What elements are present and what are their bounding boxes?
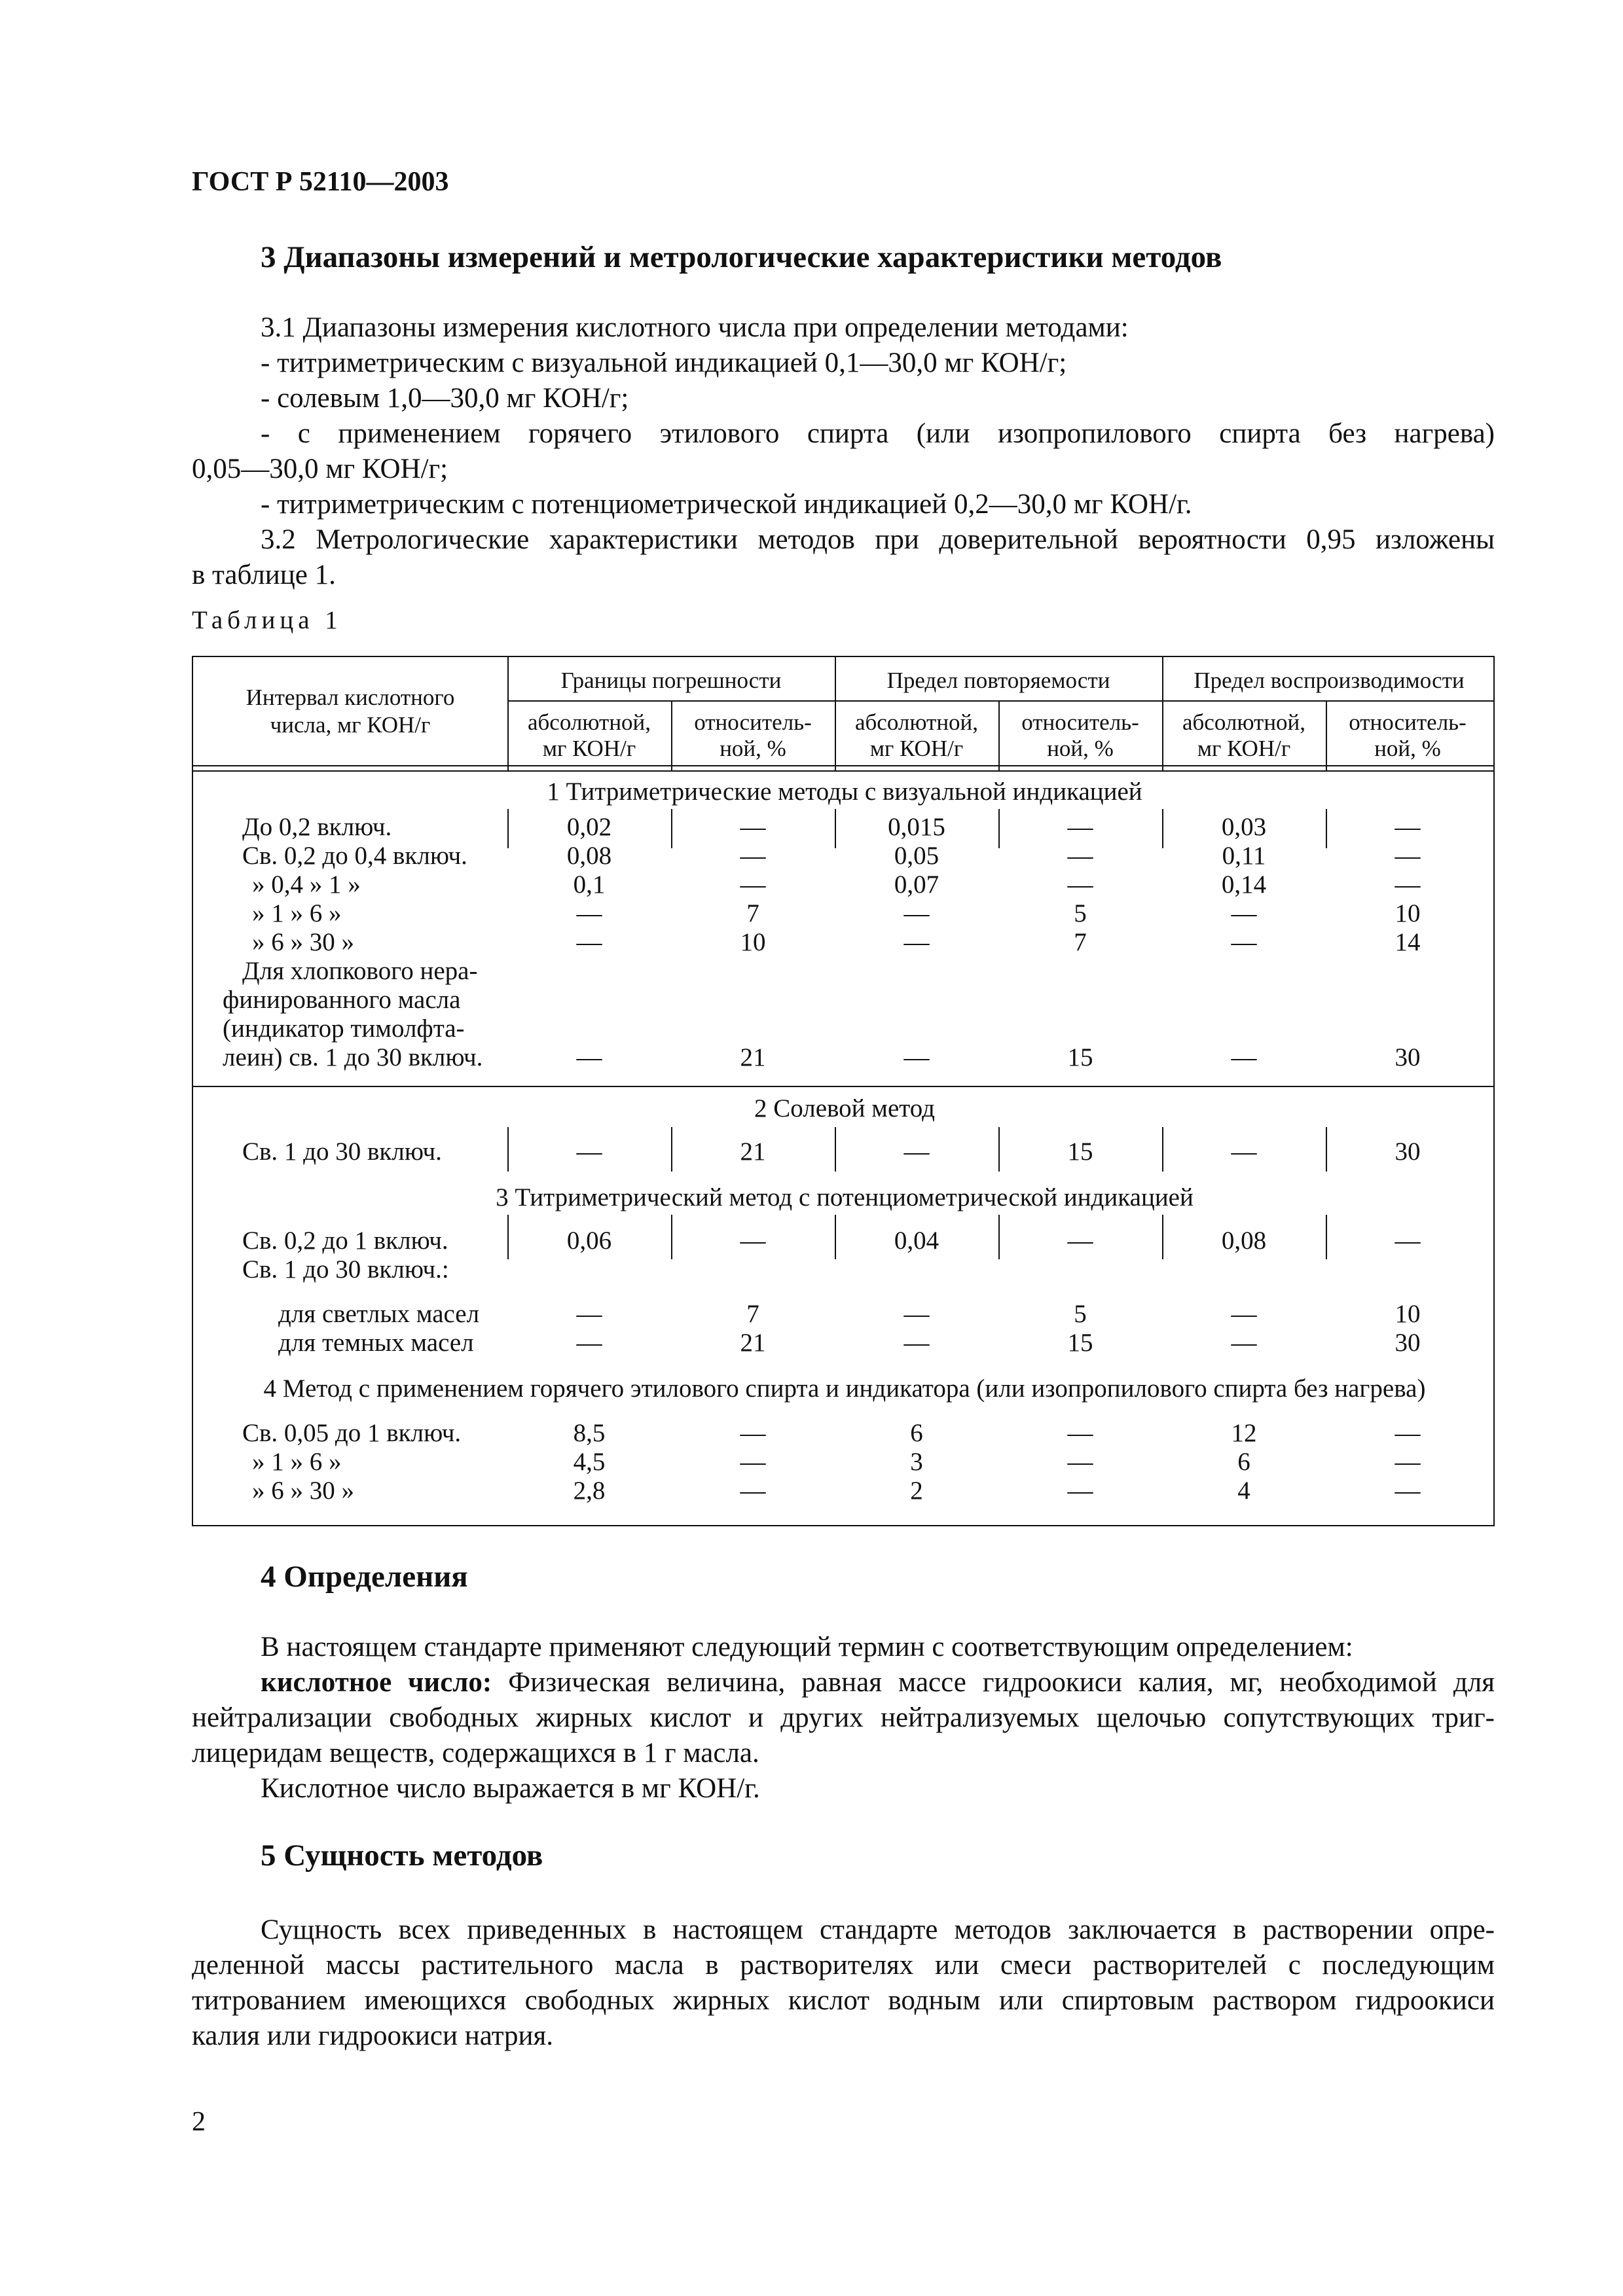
cell: — [740, 813, 766, 841]
table-section-title: 1 Титриметрические методы с визуальной индикацией [547, 778, 1142, 806]
cell: 0,03 [1221, 813, 1267, 841]
defined-term: кислотное число: [261, 1667, 492, 1698]
cell: 2 [910, 1477, 923, 1505]
list-item: - титриметрическим с визуальной индикацией 0,1—30,0 мг КОН/г; [261, 348, 1067, 378]
row-label: Св. 1 до 30 включ. [242, 1138, 442, 1166]
row-label: Св. 0,2 до 1 включ. [242, 1227, 448, 1255]
cell: — [740, 1448, 766, 1476]
cell: — [1067, 1227, 1093, 1255]
cell: — [740, 1227, 766, 1255]
cell: — [903, 899, 930, 927]
section-5-text [192, 1912, 1495, 2054]
cell: — [1231, 1138, 1257, 1166]
header-repeatability: Предел повторяемости [886, 668, 1110, 693]
cell: 15 [1067, 1043, 1093, 1071]
cell: 0,14 [1221, 870, 1267, 899]
cell: 15 [1067, 1138, 1093, 1166]
cell: — [740, 1477, 766, 1505]
document-id: ГОСТ Р 52110—2003 [192, 167, 449, 197]
cell: 7 [746, 899, 759, 927]
cell: 0,05 [894, 842, 939, 870]
table-section-title: 4 Метод с применением горячего этилового спирта и индикатора (или изопропилового спирта без нагрева) [263, 1374, 1426, 1403]
cell: — [1395, 870, 1421, 899]
cell: — [1067, 1448, 1093, 1476]
cell: 0,02 [566, 813, 612, 841]
cell: 10 [740, 928, 766, 956]
cell: — [1395, 1419, 1421, 1447]
header-abs: мг КОН/г [1197, 736, 1291, 761]
cell: — [903, 1043, 930, 1071]
cell: 6 [1237, 1448, 1250, 1476]
section-4-text [192, 1630, 1495, 1806]
header-rel: ной, % [1047, 736, 1114, 761]
para-3-1: 3.1 Диапазоны измерения кислотного числа при определении методами: [261, 312, 1129, 343]
header-reproducibility: Предел воспроизводимости [1194, 668, 1465, 693]
cell: 0,06 [566, 1227, 612, 1255]
list-item: - титриметрическим с потенциометрической индикацией 0,2—30,0 мг КОН/г. [261, 489, 1192, 520]
cell: 30 [1395, 1138, 1421, 1166]
header-abs: мг КОН/г [869, 736, 964, 761]
cell: — [1395, 1477, 1421, 1505]
cell: — [1395, 1227, 1421, 1255]
cell: — [1395, 842, 1421, 870]
page-number: 2 [192, 2107, 206, 2137]
cell: — [576, 928, 602, 956]
cell: — [576, 1300, 602, 1328]
header-abs: абсолютной, [854, 709, 979, 735]
cell: 0,07 [894, 870, 939, 899]
section-3-text [192, 310, 1495, 593]
definition-text: нейтрализации свободных жирных кислот и других нейтрализуемых щелочью сопутствующих триг- [192, 1702, 1495, 1733]
cell: 0,08 [1221, 1227, 1267, 1255]
cell: — [1067, 842, 1093, 870]
table-caption: Таблица 1 [192, 606, 342, 634]
cell: — [576, 1329, 602, 1357]
para-5-line: деленной массы растительного масла в растворителях или смеси растворителей с последующим [192, 1950, 1495, 1981]
row-label: финированного масла [223, 986, 461, 1014]
cell: 4 [1237, 1477, 1250, 1505]
cell: 15 [1067, 1329, 1093, 1357]
cell: — [1231, 1043, 1257, 1071]
table-section-title: 2 Солевой метод [754, 1094, 936, 1122]
cell: 21 [740, 1329, 766, 1357]
para-5-line: калия или гидроокиси натрия. [192, 2020, 554, 2051]
section-5-title: 5 Сущность методов [261, 1839, 543, 1873]
cell: — [1231, 1300, 1257, 1328]
cell: 4,5 [573, 1448, 606, 1476]
row-label: Св. 0,05 до 1 включ. [242, 1419, 462, 1447]
cell: — [740, 842, 766, 870]
row-label: Св. 0,2 до 0,4 включ. [242, 842, 467, 870]
para-4-3: Кислотное число выражается в мг КОН/г. [261, 1773, 760, 1804]
cell: 0,04 [894, 1227, 939, 1255]
cell: — [1231, 1329, 1257, 1357]
table-1 [192, 656, 1495, 1526]
definition [192, 1665, 1495, 1700]
cell: — [903, 1300, 930, 1328]
cell: 0,08 [566, 842, 612, 870]
definition-text: лицеридам веществ, содержащихся в 1 г масла. [192, 1738, 759, 1768]
cell: — [740, 1419, 766, 1447]
cell: 7 [1074, 928, 1087, 956]
cell: 30 [1395, 1043, 1421, 1071]
para-3-2: 3.2 Метрологические характеристики методов при доверительной вероятности 0,95 изложены [261, 524, 1495, 555]
cell: — [1231, 899, 1257, 927]
cell: — [903, 928, 930, 956]
cell: 0,11 [1222, 842, 1266, 870]
row-label: » 1 » 6 » [252, 899, 342, 927]
cell: — [1231, 928, 1257, 956]
para-4-1: В настоящем стандарте применяют следующий термин с соответствующим определением: [261, 1632, 1353, 1662]
cell: — [576, 1043, 602, 1071]
header-rel: относитель- [694, 709, 812, 735]
cell: — [903, 1329, 930, 1357]
table-section-title: 3 Титриметрический метод с потенциометрической индикацией [496, 1183, 1194, 1211]
header-rel: относитель- [1021, 709, 1139, 735]
cell: — [1395, 813, 1421, 841]
cell: — [1067, 813, 1093, 841]
row-label: леин) св. 1 до 30 включ. [223, 1043, 483, 1071]
row-label: для светлых масел [278, 1300, 480, 1328]
cell: 7 [746, 1300, 759, 1328]
section-3-title: 3 Диапазоны измерений и метрологические характеристики методов [261, 240, 1222, 274]
header-interval: Интервал кислотного [246, 685, 455, 710]
header-rel: ной, % [1374, 736, 1441, 761]
header-interval: числа, мг КОН/г [270, 712, 431, 738]
cell: — [1067, 1419, 1093, 1447]
section-4-title: 4 Определения [261, 1560, 468, 1594]
cell: 0,015 [888, 813, 945, 841]
cell: 0,1 [573, 870, 606, 899]
cell: 5 [1074, 1300, 1087, 1328]
header-abs: абсолютной, [527, 709, 651, 735]
row-label: » 6 » 30 » [252, 928, 354, 956]
header-rel: ной, % [720, 736, 786, 761]
cell: 6 [910, 1419, 923, 1447]
cell: 30 [1395, 1329, 1421, 1357]
cell: 14 [1395, 928, 1421, 956]
cell: — [1395, 1448, 1421, 1476]
definition-text: Физическая величина, равная массе гидроокиси калия, мг, необходимой для [492, 1667, 1495, 1698]
row-label: » 0,4 » 1 » [252, 870, 361, 899]
cell: 10 [1395, 1300, 1421, 1328]
cell: 8,5 [573, 1419, 606, 1447]
cell: — [740, 870, 766, 899]
header-error-limits: Границы погрешности [560, 668, 782, 693]
cell: 2,8 [573, 1477, 606, 1505]
cell: 12 [1231, 1419, 1257, 1447]
cell: 21 [740, 1043, 766, 1071]
list-item: - с применением горячего этилового спирта (или изопропилового спирта без нагрева) [261, 418, 1495, 449]
row-label: Для хлопкового нера- [242, 957, 478, 985]
row-label: До 0,2 включ. [242, 813, 392, 841]
list-item: 0,05—30,0 мг КОН/г; [192, 454, 448, 484]
header-abs: абсолютной, [1182, 709, 1306, 735]
cell: — [903, 1138, 930, 1166]
cell: — [576, 899, 602, 927]
para-5-line: титрованием имеющихся свободных жирных кислот водным или спиртовым раствором гидроокиси [192, 1985, 1495, 2016]
cell: 21 [740, 1138, 766, 1166]
row-label: для темных масел [278, 1329, 474, 1357]
row-label: (индикатор тимолфта- [223, 1014, 465, 1043]
header-rel: относитель- [1349, 709, 1467, 735]
cell: 10 [1395, 899, 1421, 927]
cell: 5 [1074, 899, 1087, 927]
cell: — [1067, 870, 1093, 899]
row-label: » 6 » 30 » [252, 1477, 354, 1505]
cell: 3 [910, 1448, 923, 1476]
para-3-2-end: в таблице 1. [192, 560, 336, 590]
row-label: » 1 » 6 » [252, 1448, 342, 1476]
list-item: - солевым 1,0—30,0 мг КОН/г; [261, 383, 629, 414]
header-abs: мг КОН/г [542, 736, 636, 761]
para-5-line: Сущность всех приведенных в настоящем стандарте методов заключается в растворении опре- [261, 1914, 1495, 1945]
cell: — [576, 1138, 602, 1166]
row-label: Св. 1 до 30 включ.: [242, 1255, 449, 1283]
cell: — [1067, 1477, 1093, 1505]
